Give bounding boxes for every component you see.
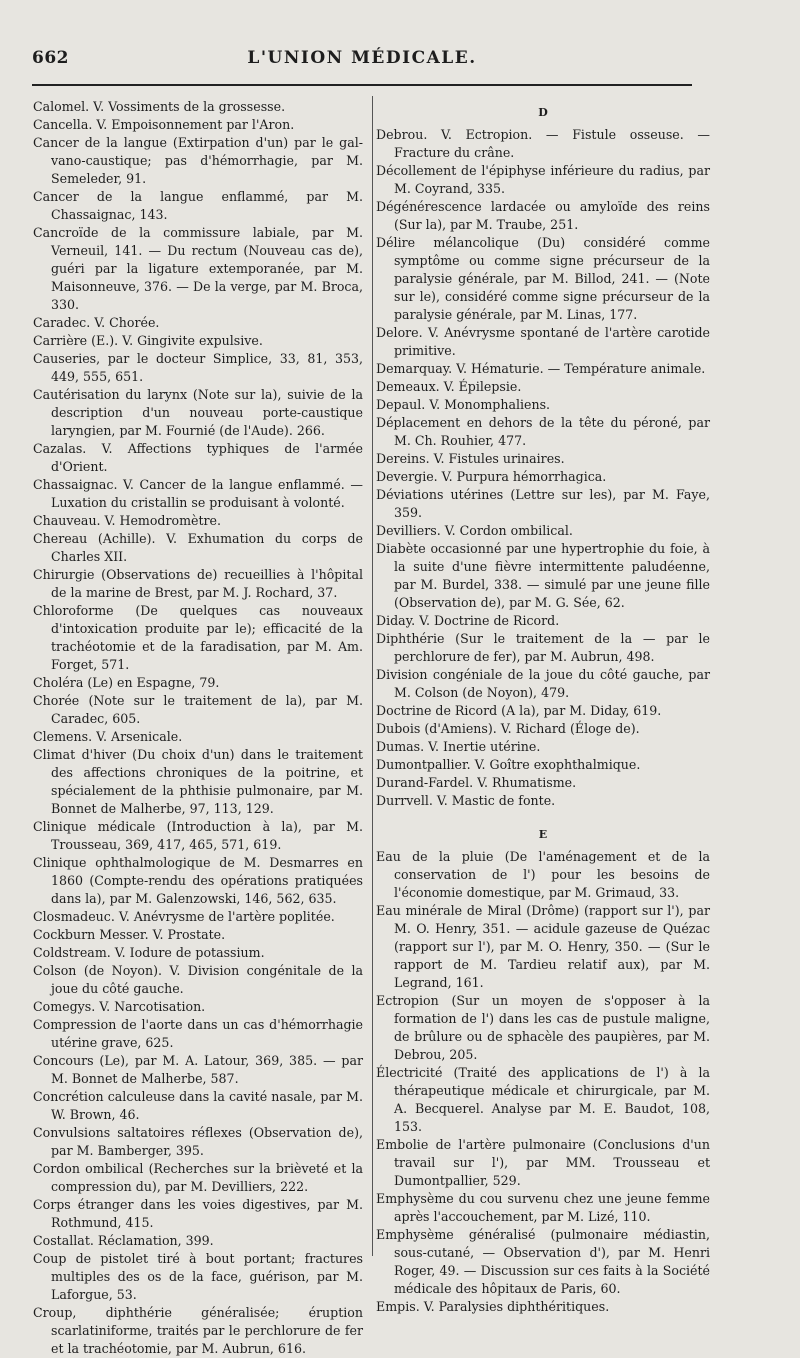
index-entry: Dereins. V. Fistules urinaires.	[376, 451, 565, 466]
index-entry: Cancroïde de la commissure labiale, par M. Verneuil, 141. — Du rectum (Nouveau cas de), guéri par la ligature extemporanée, par M. Maisonneuve, 376. — De la verge, par M. Broca, 330.	[33, 225, 363, 312]
index-entry: Clinique ophthalmologique de M. Desmarres en 1860 (Compte-rendu des opérations pratiquées dans la), par M. Galenzowski, 146, 562, 635.	[33, 855, 363, 906]
right-column	[376, 98, 710, 1316]
index-entry: Chorée (Note sur le traitement de la), par M. Caradec, 605.	[33, 693, 363, 726]
index-entry: Demeaux. V. Épilepsie.	[376, 379, 522, 394]
index-entry: Embolie de l'artère pulmonaire (Conclusions d'un travail sur l'), par MM. Trousseau et Dumontpallier, 529.	[376, 1137, 710, 1188]
index-entry: Croup, diphthérie généralisée; éruption scarlatiniforme, traités par le perchlorure de fer et la trachéotomie, par M. Aubrun, 616.	[33, 1305, 363, 1356]
column-divider	[372, 96, 373, 1256]
index-entry: Costallat. Réclamation, 399.	[33, 1233, 214, 1248]
section-e-entries	[376, 848, 710, 1316]
index-entry: Choléra (Le) en Espagne, 79.	[33, 675, 220, 690]
index-entry: Chloroforme (De quelques cas nouveaux d'intoxication produite par le); efficacité de la trachéotomie et de la faradisation, par M. Am. Forget, 571.	[33, 603, 363, 672]
index-entry: Cancer de la langue (Extirpation d'un) par le gal-vano-caustique; pas d'hémorrhagie, par M. Semeleder, 91.	[33, 135, 363, 186]
index-entry: Devilliers. V. Cordon ombilical.	[376, 523, 573, 538]
index-entry: Diday. V. Doctrine de Ricord.	[376, 613, 560, 628]
index-entry: Dégénérescence lardacée ou amyloïde des reins (Sur la), par M. Traube, 251.	[376, 199, 710, 232]
index-entry: Eau de la pluie (De l'aménagement et de la conservation de l') pour les besoins de l'économie domestique, par M. Grimaud, 33.	[376, 849, 710, 900]
index-entry: Chirurgie (Observations de) recueillies à l'hôpital de la marine de Brest, par M. J. Rochard, 37.	[33, 567, 363, 600]
index-entry: Diphthérie (Sur le traitement de la — par le perchlorure de fer), par M. Aubrun, 498.	[376, 631, 710, 664]
index-entry: Chauveau. V. Hemodromètre.	[33, 513, 222, 528]
index-entry: Coldstream. V. Iodure de potassium.	[33, 945, 265, 960]
index-entry: Cazalas. V. Affections typhiques de l'armée d'Orient.	[33, 441, 363, 474]
index-entry: Cautérisation du larynx (Note sur la), suivie de la description d'un nouveau porte-caustique laryngien, par M. Fournié (de l'Aude). 266.	[33, 387, 363, 438]
index-entry: Compression de l'aorte dans un cas d'hémorrhagie utérine grave, 625.	[33, 1017, 363, 1050]
index-entry: Emphysème du cou survenu chez une jeune femme après l'accouchement, par M. Lizé, 110.	[376, 1191, 710, 1224]
index-entry: Ectropion (Sur un moyen de s'opposer à la formation de l') dans les cas de pustule maligne, de brûlure ou de sphacèle des paupières, par M. Debrou, 205.	[376, 993, 710, 1062]
index-entry: Colson (de Noyon). V. Division congénitale de la joue du côté gauche.	[33, 963, 363, 996]
index-entry: Déviations utérines (Lettre sur les), par M. Faye, 359.	[376, 487, 710, 520]
page-header	[32, 48, 692, 78]
header-rule	[32, 84, 692, 86]
section-letter-e: E	[538, 828, 548, 841]
index-entry: Concours (Le), par M. A. Latour, 369, 385. — par M. Bonnet de Malherbe, 587.	[33, 1053, 363, 1086]
index-entry: Délire mélancolique (Du) considéré comme symptôme ou comme signe précurseur de la paralysie générale, par M. Billod, 241. — (Note sur le), considéré comme signe précurseur de la paralysie générale, par M. Linas, 177.	[376, 235, 710, 322]
index-entry: Convulsions saltatoires réflexes (Observation de), par M. Bamberger, 395.	[33, 1125, 363, 1158]
index-entry: Carrière (E.). V. Gingivite expulsive.	[33, 333, 263, 348]
index-entry: Électricité (Traité des applications de l') à la thérapeutique médicale et chirurgicale, par M. A. Becquerel. Analyse par M. E. Baudot, 108, 153.	[376, 1065, 710, 1134]
index-entry: Devergie. V. Purpura hémorrhagica.	[376, 469, 607, 484]
index-entry: Corps étranger dans les voies digestives, par M. Rothmund, 415.	[33, 1197, 363, 1230]
index-entry: Clemens. V. Arsenicale.	[33, 729, 183, 744]
index-entry: Cockburn Messer. V. Prostate.	[33, 927, 226, 942]
index-entry: Durand-Fardel. V. Rhumatisme.	[376, 775, 577, 790]
index-entry: Clinique médicale (Introduction à la), par M. Trousseau, 369, 417, 465, 571, 619.	[33, 819, 363, 852]
index-entry: Déplacement en dehors de la tête du péroné, par M. Ch. Rouhier, 477.	[376, 415, 710, 448]
index-entry: Empis. V. Paralysies diphthéritiques.	[376, 1299, 610, 1314]
index-entry: Durrvell. V. Mastic de fonte.	[376, 793, 556, 808]
index-entry: Décollement de l'épiphyse inférieure du radius, par M. Coyrand, 335.	[376, 163, 710, 196]
index-entry: Dubois (d'Amiens). V. Richard (Éloge de).	[376, 721, 640, 736]
index-entry: Cancer de la langue enflammé, par M. Chassaignac, 143.	[33, 189, 363, 222]
index-entry: Diabète occasionné par une hypertrophie du foie, à la suite d'une fièvre intermittente paludéenne, par M. Burdel, 338. — simulé par une jeune fille (Observation de), par M. G. Sée, 62.	[376, 541, 710, 610]
index-entry: Concrétion calculeuse dans la cavité nasale, par M. W. Brown, 46.	[33, 1089, 363, 1122]
index-entry: Calomel. V. Vossiments de la grossesse.	[33, 99, 286, 114]
index-entry: Comegys. V. Narcotisation.	[33, 999, 206, 1014]
index-entry: Dumontpallier. V. Goître exophthalmique.	[376, 757, 641, 772]
left-column	[33, 98, 363, 1358]
index-entry: Chereau (Achille). V. Exhumation du corps de Charles XII.	[33, 531, 363, 564]
section-d-entries	[376, 126, 710, 810]
index-entry: Eau minérale de Miral (Drôme) (rapport sur l'), par M. O. Henry, 351. — acidule gazeuse de Quézac (rapport sur l'), par M. O. Henry, 350. — (Sur le rapport de M. Tardieu relatif aux), par M. Legrand, 161.	[376, 903, 710, 990]
page-number: 662	[32, 48, 69, 68]
index-entry: Caradec. V. Chorée.	[33, 315, 160, 330]
index-entry: Emphysème généralisé (pulmonaire médiastin, sous-cutané, — Observation d'), par M. Henri Roger, 49. — Discussion sur ces faits à la Société médicale des hôpitaux de Paris, 60.	[376, 1227, 710, 1296]
index-entry: Coup de pistolet tiré à bout portant; fractures multiples des os de la face, guérison, par M. Laforgue, 53.	[33, 1251, 363, 1302]
index-entry: Chassaignac. V. Cancer de la langue enflammé. — Luxation du cristallin se produisant à volonté.	[33, 477, 363, 510]
index-entry: Doctrine de Ricord (A la), par M. Diday, 619.	[376, 703, 662, 718]
index-entry: Cancella. V. Empoisonnement par l'Aron.	[33, 117, 295, 132]
journal-title: L'UNION MÉDICALE.	[247, 48, 477, 68]
index-entry: Division congéniale de la joue du côté gauche, par M. Colson (de Noyon), 479.	[376, 667, 710, 700]
index-entry: Cordon ombilical (Recherches sur la brièveté et la compression du), par M. Devilliers, 222.	[33, 1161, 363, 1194]
index-entry: Closmadeuc. V. Anévrysme de l'artère poplitée.	[33, 909, 335, 924]
index-entry: Delore. V. Anévrysme spontané de l'artère carotide primitive.	[376, 325, 710, 358]
section-letter-d: D	[538, 106, 548, 119]
index-entry: Depaul. V. Monomphaliens.	[376, 397, 551, 412]
index-entry: Dumas. V. Inertie utérine.	[376, 739, 541, 754]
index-entry: Demarquay. V. Hématurie. — Température animale.	[376, 361, 706, 376]
index-entry: Climat d'hiver (Du choix d'un) dans le traitement des affections chroniques de la poitrine, et spécialement de la phthisie pulmonaire, par M. Bonnet de Malherbe, 97, 113, 129.	[33, 747, 363, 816]
index-entry: Causeries, par le docteur Simplice, 33, 81, 353, 449, 555, 651.	[33, 351, 363, 384]
index-entry: Debrou. V. Ectropion. — Fistule osseuse. — Fracture du crâne.	[376, 127, 710, 160]
